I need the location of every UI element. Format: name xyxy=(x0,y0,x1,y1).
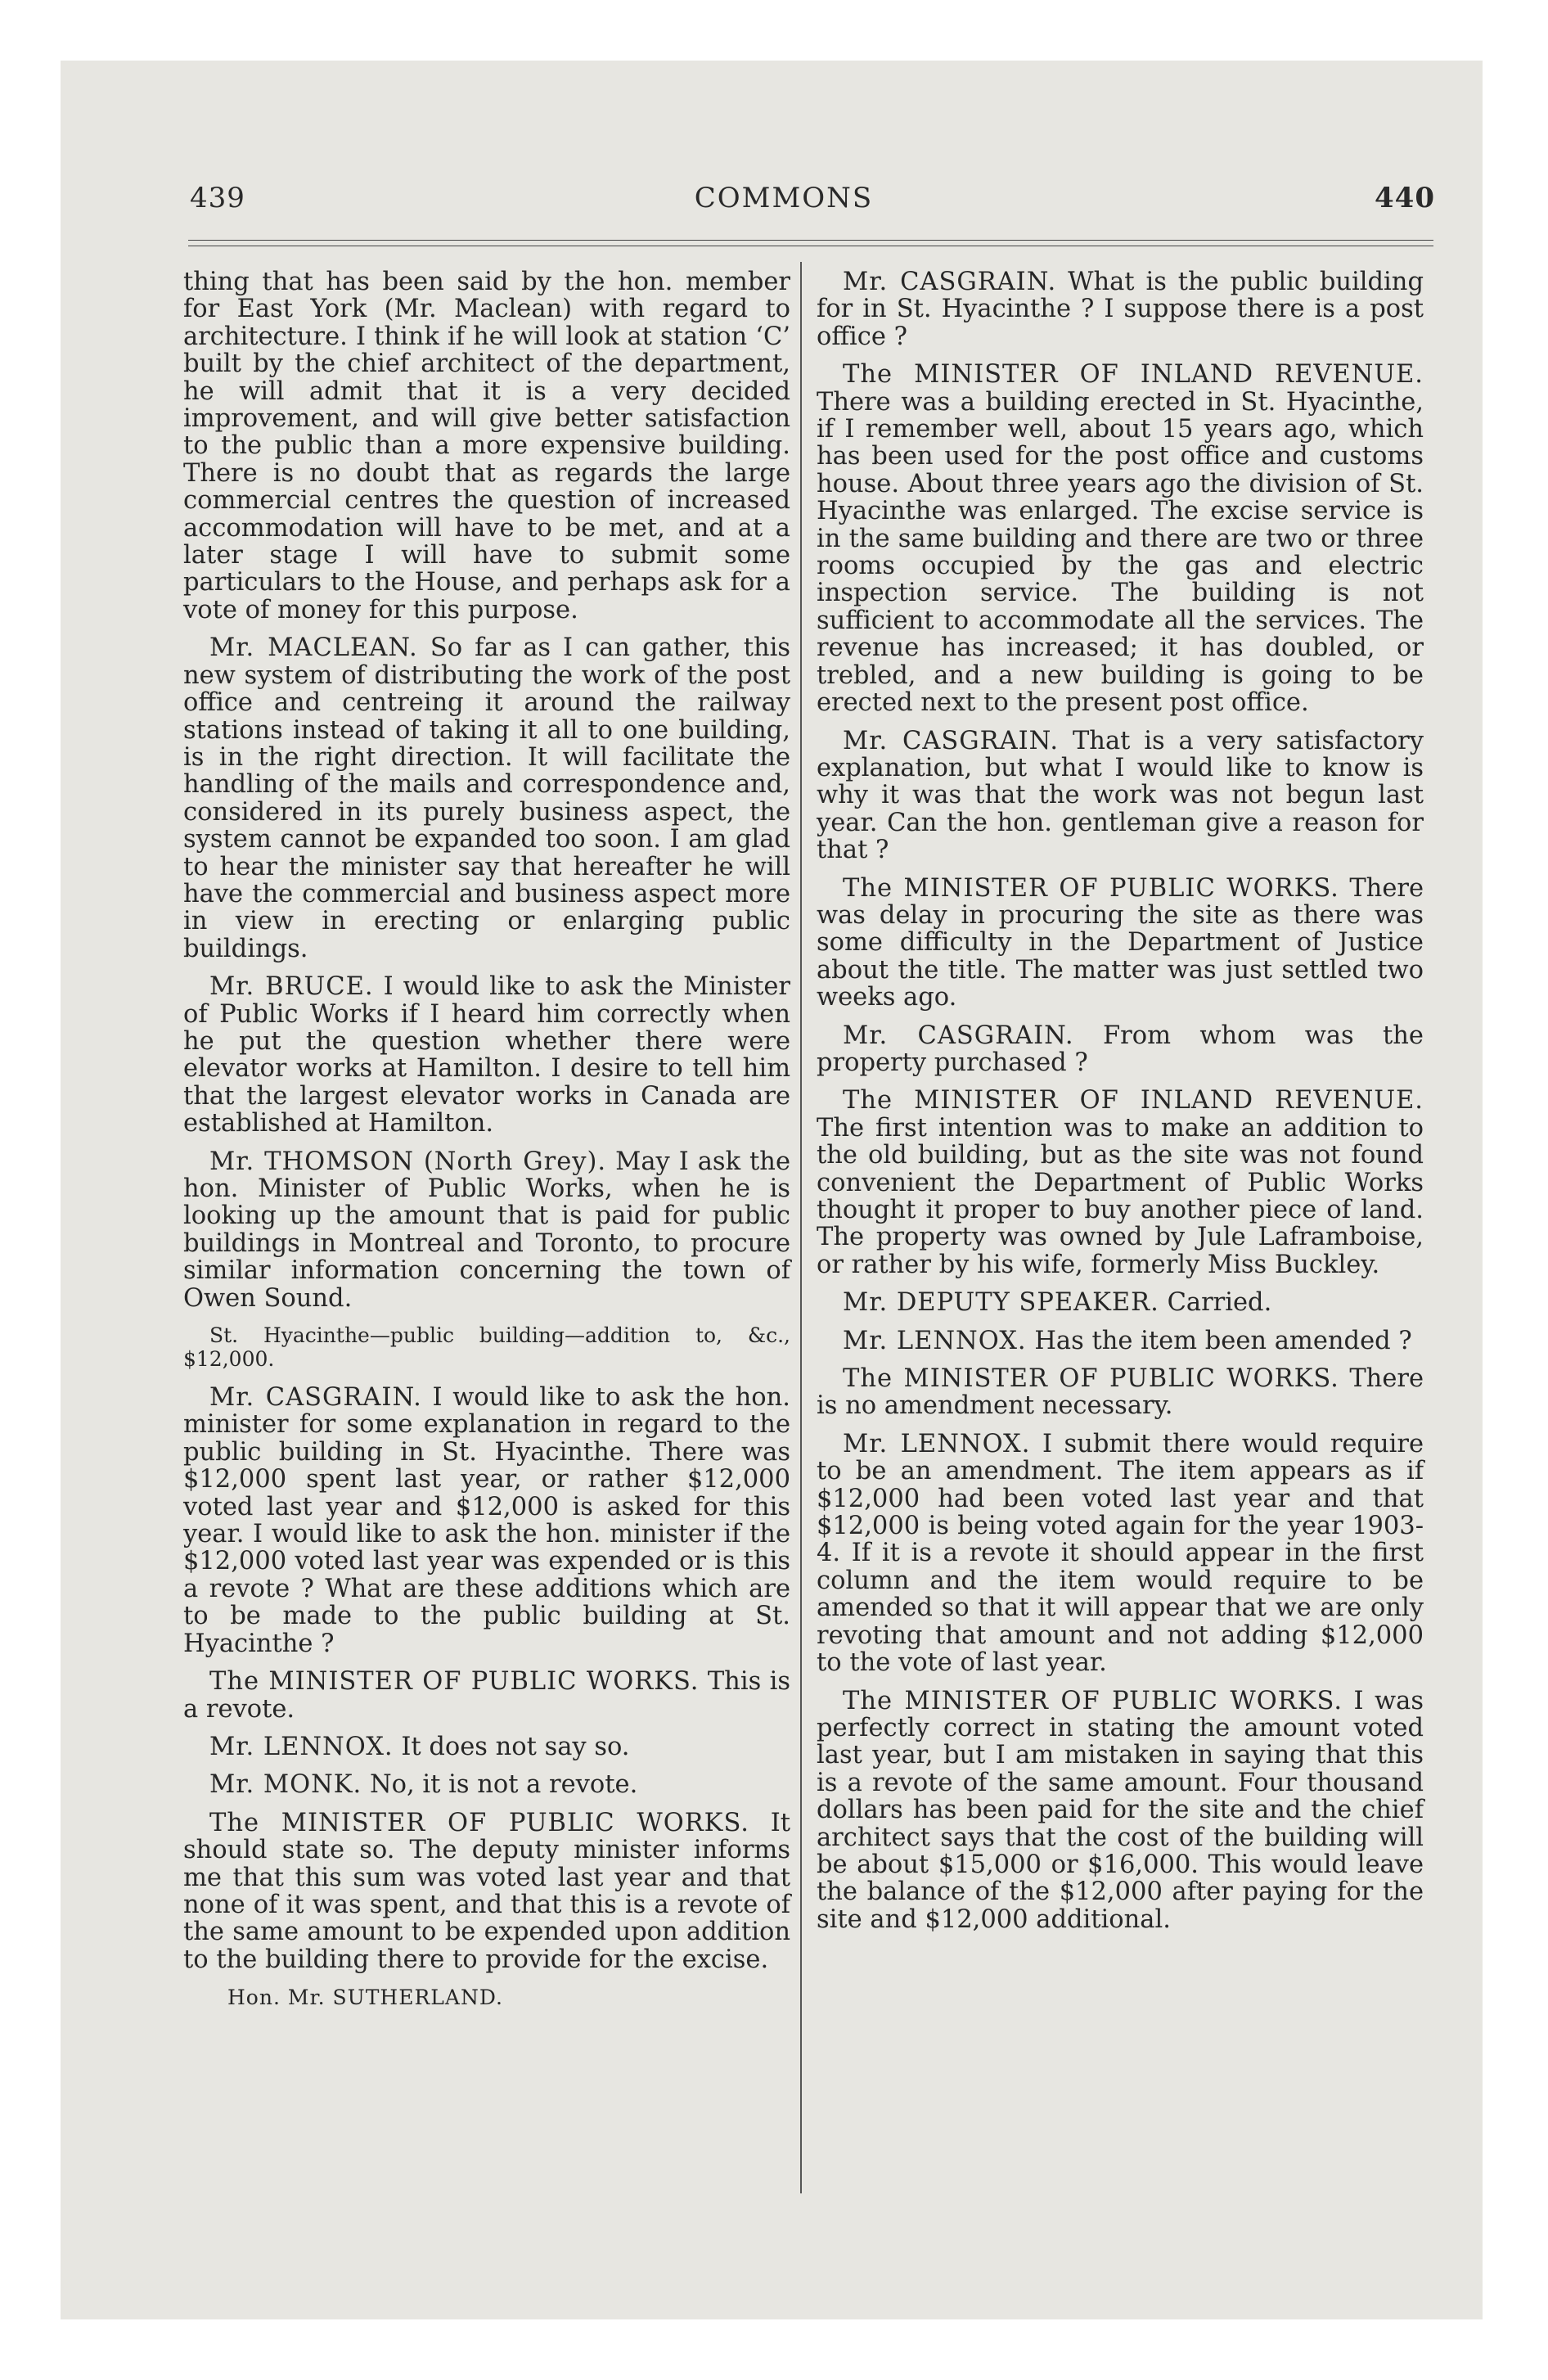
speaker-name: Mr. DEPUTY SPEAKER. xyxy=(843,1288,1159,1318)
speech-text: Carried. xyxy=(1167,1288,1272,1318)
paragraph: thing that has been said by the hon. member for East York (Mr. Maclean) with regard to architecture. I think if he will look at station ‘C’ built by the chief architect of the department, he will admit that it is a very decided improvement, and will give better satisfaction to the public than a more expensive building. There is no doubt that as regards the large commercial centres the question of increased accommodation will have to be met, and at a later stage I will have to submit some particulars to the House, and perhaps ask for a vote of money for this purpose. xyxy=(183,268,790,624)
speech-text: May I ask the hon. Minister of Public Works, when he is looking up the amount that is paid for public buildings in Montreal and Toronto, to procure similar information concerning the town of Owen Sound. xyxy=(183,1147,790,1313)
speaker-name: The MINISTER OF INLAND REVENUE. xyxy=(843,360,1424,390)
speaker-name: The MINISTER OF PUBLIC WORKS. xyxy=(843,873,1339,903)
speech-paragraph xyxy=(817,268,1424,350)
speech-paragraph xyxy=(183,1668,790,1723)
speech-paragraph xyxy=(817,1365,1424,1420)
speaker-name: Mr. MONK. xyxy=(209,1770,362,1800)
speaker-name: Mr. CASGRAIN. xyxy=(843,1021,1074,1050)
speech-paragraph xyxy=(817,875,1424,1012)
speaker-heading: Hon. Mr. SUTHERLAND. xyxy=(227,1986,503,2010)
speech-text: It does not say so. xyxy=(401,1732,630,1761)
speech-paragraph xyxy=(817,1688,1424,1934)
speech-paragraph xyxy=(183,1771,790,1798)
speaker-name: Mr. BRUCE. xyxy=(209,972,374,1002)
speech-text: I submit there would require to be an amendment. The item appears as if $12,000 had been voted last year and that $12,000 is being voted again for the year 1903-4. If it is a revote it should appear in the first column and the item would require to be amended so that it will appear that we are only revoting that amount and not adding $12,000 to the vote of last year. xyxy=(817,1429,1424,1678)
speech-text: This is a revote. xyxy=(183,1667,790,1724)
page-title: COMMONS xyxy=(694,182,874,214)
speaker-name: Mr. THOMSON (North Grey). xyxy=(209,1147,607,1176)
estimate-item xyxy=(183,1323,790,1371)
speaker-name: The MINISTER OF PUBLIC WORKS. xyxy=(843,1364,1339,1394)
speech-paragraph xyxy=(817,1087,1424,1278)
speech-text: So far as I can gather, this new system of distributing the work of the post office and centreing it around the railway stations instead of taking it all to one building, is in the right direction. It will facilitate the handling of the mails and correspondence and, considered in its purely business aspect, the system cannot be expanded too soon. I am glad to hear the minister say that hereafter he will have the commercial and business aspect more in view in erecting or enlarging public buildings. xyxy=(183,633,791,963)
speech-paragraph xyxy=(817,361,1424,716)
speaker-name: The MINISTER OF INLAND REVENUE. xyxy=(843,1086,1424,1116)
header-rule xyxy=(188,240,1433,241)
speaker-name: The MINISTER OF PUBLIC WORKS. xyxy=(843,1686,1343,1715)
speaker-name: The MINISTER OF PUBLIC WORKS. xyxy=(209,1667,700,1697)
speaker-name: Mr. LENNOX. xyxy=(209,1732,394,1761)
speech-text: That is a very satisfactory explanation, but what I would like to know is why it was that the work was not begun last year. Can the hon. gentleman give a reason for that ? xyxy=(817,726,1424,865)
column-divider xyxy=(800,262,802,2193)
speech-paragraph xyxy=(817,1431,1424,1677)
item-text: St. Hyacinthe—public building—addition to, &c., $12,000. xyxy=(183,1323,790,1372)
speaker-name: Mr. CASGRAIN. xyxy=(843,268,1057,296)
speech-paragraph xyxy=(183,634,790,962)
speech-paragraph xyxy=(817,1022,1424,1077)
speech-paragraph xyxy=(183,973,790,1137)
speaker-name: Mr. CASGRAIN. xyxy=(209,1383,422,1413)
speech-text: There was a building erected in St. Hyacinthe, if I remember well, about 15 years ago, which has been used for the post office and customs house. About three years ago the division of St. Hyacinthe was enlarged. The excise service is in the same building and there are two or three rooms occupied by the gas and electric inspection service. The building is not sufficient to accommodate all the services. The revenue has increased; it has doubled, or trebled, and a new building is going to be erected next to the present post office. xyxy=(817,387,1424,718)
speech-text: I was perfectly correct in stating the amount voted last year, but I am mistaken in saying that this is a revote of the same amount. Four thousand dollars has been paid for the site and the chief architect says that the cost of the building will be about $15,000 or $16,000. This would leave the balance of the $12,000 after paying for the site and $12,000 additional. xyxy=(817,1686,1424,1934)
left-column xyxy=(183,268,790,2012)
speaker-name: Mr. LENNOX. xyxy=(843,1326,1027,1355)
speech-text: Has the item been amended ? xyxy=(1034,1326,1412,1355)
speaker-name: Mr. CASGRAIN. xyxy=(843,726,1060,755)
speech-text: There is no amendment necessary. xyxy=(817,1364,1424,1421)
speaker-name: The MINISTER OF PUBLIC WORKS. xyxy=(209,1808,749,1837)
speech-text: I would like to ask the Minister of Public Works if I heard him correctly when he put the question whether there were elevator works at Hamilton. I desire to tell him that the largest elevator works in Canada are established at Hamilton. xyxy=(183,972,790,1138)
speech-text: No, it is not a revote. xyxy=(369,1770,638,1800)
speech-paragraph xyxy=(183,1733,790,1760)
speech-paragraph xyxy=(183,1384,790,1657)
speech-paragraph xyxy=(817,1327,1424,1355)
speech-paragraph xyxy=(817,728,1424,864)
page-number-right: 440 xyxy=(1375,182,1435,214)
speech-text: It should state so. The deputy minister informs me that this sum was voted last year and that none of it was spent, and that this is a revote of the same amount to be expended upon addition to the building there to provide for the excise. xyxy=(183,1808,790,1974)
speech-paragraph xyxy=(817,1289,1424,1316)
speech-text: From whom was the property purchased ? xyxy=(817,1021,1424,1077)
speaker-name: Mr. LENNOX. xyxy=(843,1429,1031,1458)
speech-text: The first intention was to make an addition to the old building, but as the site was not found convenient the Department of Public Works thought it proper to buy another piece of land. The property was owned by Jule Laframboise, or rather by his wife, formerly Miss Buckley. xyxy=(817,1113,1424,1279)
page-number-left: 439 xyxy=(190,182,245,214)
speech-text: There was delay in procuring the site as there was some difficulty in the Department of Justice about the title. The matter was just settled two weeks ago. xyxy=(817,873,1424,1012)
speech-paragraph xyxy=(183,1810,790,1973)
speech-text: I would like to ask the hon. minister for some explanation in regard to the public building in St. Hyacinthe. There was $12,000 spent last year, or rather $12,000 voted last year and $12,000 is asked for this year. I would like to ask the hon. minister if the $12,000 voted last year was expended or is this a revote ? What are these additions which are to be made to the public building at St. Hyacinthe ? xyxy=(183,1383,790,1658)
speech-text: What is the public building for in St. Hyacinthe ? I suppose there is a post office ? xyxy=(817,268,1424,351)
speaker-name: Mr. MACLEAN. xyxy=(209,633,418,663)
speech-paragraph xyxy=(183,1148,790,1312)
right-column xyxy=(817,268,1424,1944)
